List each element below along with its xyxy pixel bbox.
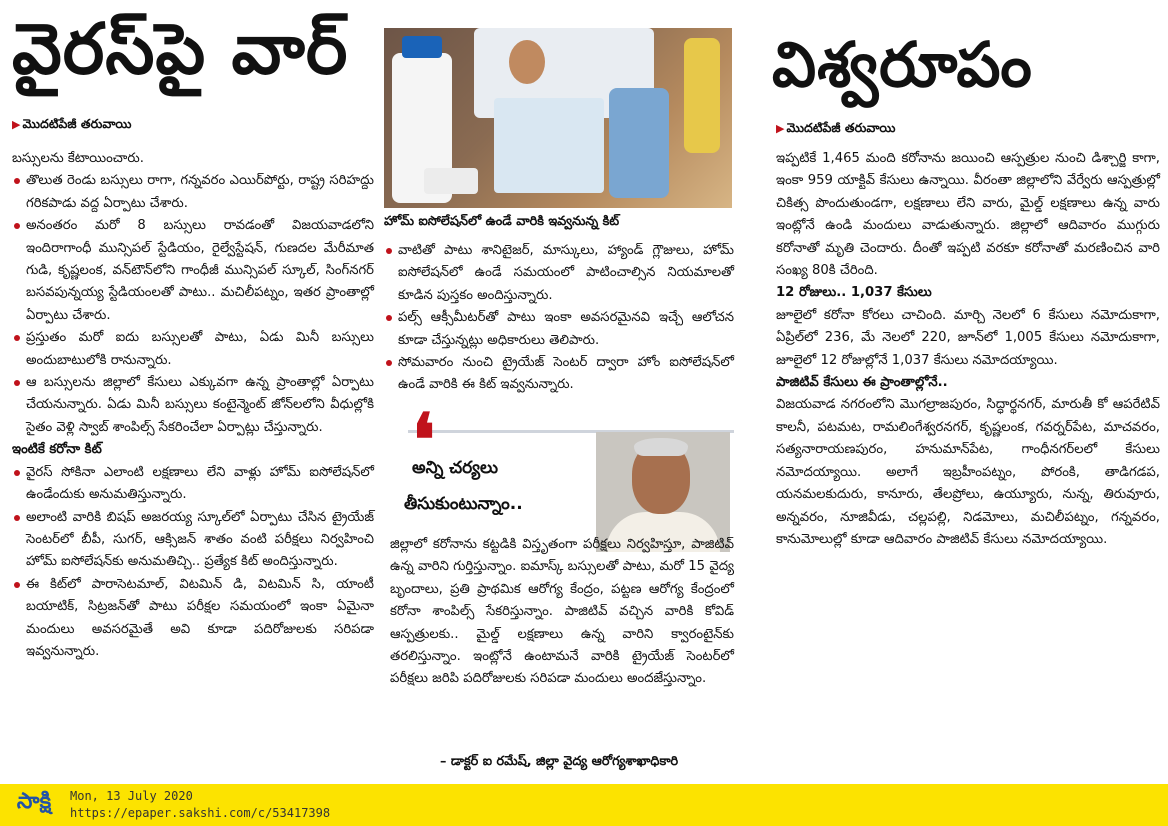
kit-photo bbox=[384, 28, 732, 208]
quote-body: జిల్లాలో కరోనాను కట్టడికి విస్తృతంగా పరీక్షలు నిర్వహిస్తూ, పాజిటివ్ ఉన్న వారిని గుర్తిస్తున్నాం. ఐమాస్క్ బస్సులతో పాటు, మరో 15 వైద్య బృందాలు, ప్రతి ప్రాథమిక ఆరోగ్య కేంద్రం, పట్టణ ఆరోగ్య కేంద్రంలో కరోనా శాంపిల్స్ సేకరిస్తున్నాం. పాజిటివ్ వచ్చిన వారికి కోవిడ్ ఆస్పత్రులకు.. మైల్డ్ లక్షణాలు ఉన్న వారిని క్వారంటైన్‌కు తరలిస్తున్నాం. ఇంట్లోనే ఉంటామనే వారికి ట్రైయేజ్ సెంటర్‌లో పరీక్షలు జరిపి పదిరోజులకు సరిపడా మందులు అందజేస్తున్నాం. bbox=[390, 537, 734, 687]
photo-caption: హోమ్ ఐసోలేషన్‌లో ఉండే వారికి ఇవ్వనున్న కిట్ bbox=[384, 214, 620, 229]
left-bullet: ప్రస్తుతం మరో ఐదు బస్సులతో పాటు, ఏడు మినీ బస్సులు అందుబాటులోకి రానున్నారు. bbox=[12, 327, 374, 372]
quote-mark-icon: ❛ bbox=[412, 397, 436, 482]
left-subhead: ఇంటికే కరోనా కిట్ bbox=[12, 442, 102, 458]
middle-body bbox=[384, 240, 734, 397]
pulse-oximeter bbox=[424, 168, 478, 194]
footer-bar bbox=[0, 784, 1168, 826]
left-headline: వైరస్‌పై వార్ bbox=[12, 8, 349, 90]
left-bullet: వైరస్ సోకినా ఎలాంటి లక్షణాలు లేని వాళ్లు హోమ్ ఐసోలేషన్‌లో ఉండేందుకు అనుమతిస్తున్నారు. bbox=[12, 462, 374, 507]
portrait-hair bbox=[634, 438, 688, 456]
right-subhead: 12 రోజులు.. 1,037 కేసులు bbox=[776, 285, 932, 301]
left-body bbox=[12, 148, 374, 663]
edition-date: Mon, 13 July 2020 bbox=[70, 789, 193, 803]
right-subhead: పాజిటివ్ కేసులు ఈ ప్రాంతాల్లోనే.. bbox=[776, 375, 948, 391]
sakshi-logo[interactable]: సాక్షి bbox=[16, 789, 52, 814]
right-continued bbox=[776, 120, 896, 139]
bottle-cap bbox=[402, 36, 442, 58]
right-para: జూలైలో కరోనా కోరలు చాచింది. మార్చి నెలలో 6 కేసులు నమోదుకాగా, ఏప్రిల్‌లో 236, మే నెలలో 220, జూన్‌లో 1,005 కేసులు నమోదుకాగా, జూలైలో 12 రోజుల్లోనే 1,037 కేసులు నమోదయ్యాయి. bbox=[776, 307, 1160, 368]
right-headline: విశ్వరూపం bbox=[772, 28, 1033, 101]
quote-signature: – డాక్టర్ ఐ రమేష్, జిల్లా వైద్య ఆరోగ్యశాఖాధికారి bbox=[440, 754, 679, 769]
left-bullet: తొలుత రెండు బస్సులు రాగా, గన్నవరం ఎయిర్‌పోర్టు, రాష్ట్ర సరిహద్దు గరికపాడు వద్ద ఏర్పాటు చేశారు. bbox=[12, 170, 374, 215]
triangle-icon: ▶ bbox=[12, 118, 21, 131]
right-para: ఇప్పటికే 1,465 మంది కరోనాను జయించి ఆస్పత్రుల నుంచి డిశ్చార్జి కాగా, ఇంకా 959 యాక్టివ్ కేసులు ఉన్నాయి. వీరంతా జిల్లాలోని వేర్వేరు ఆస్పత్రుల్లో చికిత్స పొందుతుండగా, లక్షణాలు లేని వారు, మైల్డ్ లక్షణాలు ఉన్న వారు ఇంట్లోనే ఉండి మందులు వాడుతున్నారు. జిల్లాలో ఆదివారం ముగ్గురు కరోనాతో మృతి చెందారు. దీంతో ఇప్పటి వరకూ కరోనాతో మరణించిన వారి సంఖ్య 80కి చేరింది. bbox=[776, 151, 1160, 279]
face-mask bbox=[609, 88, 669, 198]
middle-bullet: వాటితో పాటు శానిటైజర్, మాస్కులు, హ్యాండ్ గ్లౌజులు, హోమ్ ఐసోలేషన్‌లో ఉండే సమయంలో పాటించాల్సిన నియమాలతో కూడిన పుస్తకం అందిస్తున్నారు. bbox=[384, 240, 734, 307]
left-bullet: ఈ కిట్‌లో పారాసెటమాల్, విటమిన్ డి, విటమిన్ సి, యాంటీ బయాటిక్, సిట్రజన్‌తో పాటు పరీక్షల సమయంలో ఇంకా ఏమైనా మందులు అవసరమైతే అవి కూడా పదిరోజులకు సరిపడా ఇవ్వనున్నారు. bbox=[12, 574, 374, 664]
quote-title-line1: అన్ని చర్యలు bbox=[412, 458, 498, 478]
mask-pack bbox=[494, 98, 604, 193]
right-body bbox=[776, 148, 1160, 551]
left-bullet: ఆ బస్సులను జిల్లాలో కేసులు ఎక్కువగా ఉన్న ప్రాంతాల్లో ఏర్పాటు చేయనున్నారు. ఏడు మినీ బస్సులు కంటైన్మెంట్ జోన్‌లలోని వీధుల్లోకి సైతం వెళ్లి స్వాబ్ శాంపిల్స్ సేకరించేలా ఏర్పాట్లు చేస్తున్నారు. bbox=[12, 372, 374, 439]
left-continued bbox=[12, 116, 132, 135]
cm-photo-on-bag bbox=[509, 40, 545, 84]
middle-bullet: పల్స్ ఆక్సీమీటర్‌తో పాటు ఇంకా అవసరమైనవి ఇచ్చే ఆలోచన కూడా చేస్తున్నట్లు అధికారులు తెలిపారు. bbox=[384, 307, 734, 352]
middle-bullet: సోమవారం నుంచి ట్రైయేజ్ సెంటర్ ద్వారా హోం ఐసోలేషన్‌లో ఉండే వారికి ఈ కిట్ ఇవ్వనున్నారు. bbox=[384, 352, 734, 397]
quote-title-line2: తీసుకుంటున్నాం.. bbox=[404, 494, 523, 514]
left-intro: బస్సులను కేటాయించారు. bbox=[12, 151, 144, 166]
left-bullet: అనంతరం మరో 8 బస్సులు రావడంతో విజయవాడలోని ఇందిరాగాంధీ మున్సిపల్ స్టేడియం, రైల్వేస్టేషన్, గుణదల మేరీమాత గుడి, కృష్ణలంక, వన్‌టౌన్‌లోని గాంధీజీ మున్సిపల్ స్కూల్, సింగ్‌నగర్ బసవపున్నయ్య స్టేడియంలతో పాటు.. మచిలీపట్నం, ఇతర ప్రాంతాల్లో ఏర్పాటు చేశారు. bbox=[12, 215, 374, 327]
right-para: విజయవాడ నగరంలోని మొగల్రాజపురం, సిద్ధార్థనగర్, మారుతీ కో ఆపరేటివ్ కాలనీ, పటమట, రామలింగేశ్వరనగర్, కృష్ణలంక, గవర్నర్‌పేట, మాచవరం, సత్యనారాయణపురం, హనుమాన్‌పేట, గాంధీనగర్‌లలో కేసులు నమోదయ్యాయి. అలాగే ఇబ్రహీంపట్నం, పోరంకి, తాడిగడప, యనమలకుదురు, కానూరు, తేలప్రోలు, ఉయ్యూరు, నున్న, తిరువూరు, అన్నవరం, నూజివీడు, చల్లపల్లి, నిడమోలు, మచిలీపట్నం, గన్నవరం, కానుమోలుల్లో కూడా ఆదివారం పాజిటివ్ కేసులు నమోదయ్యాయి. bbox=[776, 397, 1160, 547]
left-continued-label: మొదటిపేజీ తరువాయి bbox=[22, 116, 132, 131]
epaper-link[interactable]: https://epaper.sakshi.com/c/53417398 bbox=[70, 806, 331, 820]
oil-bottle bbox=[684, 38, 720, 153]
triangle-icon: ▶ bbox=[776, 122, 785, 135]
left-bullet: అలాంటి వారికి బిషప్ అజరయ్య స్కూల్‌లో ఏర్పాటు చేసిన ట్రైయేజ్ సెంటర్‌లో బీపీ, సుగర్, ఆక్సిజన్ శాతం వంటి పరీక్షలు నిర్వహించి హోమ్ ఐసోలేషన్‌కు అనుమతిచ్చి.. ప్రత్యేక కిట్ అందిస్తున్నారు. bbox=[12, 507, 374, 574]
right-continued-label: మొదటిపేజీ తరువాయి bbox=[786, 120, 896, 135]
